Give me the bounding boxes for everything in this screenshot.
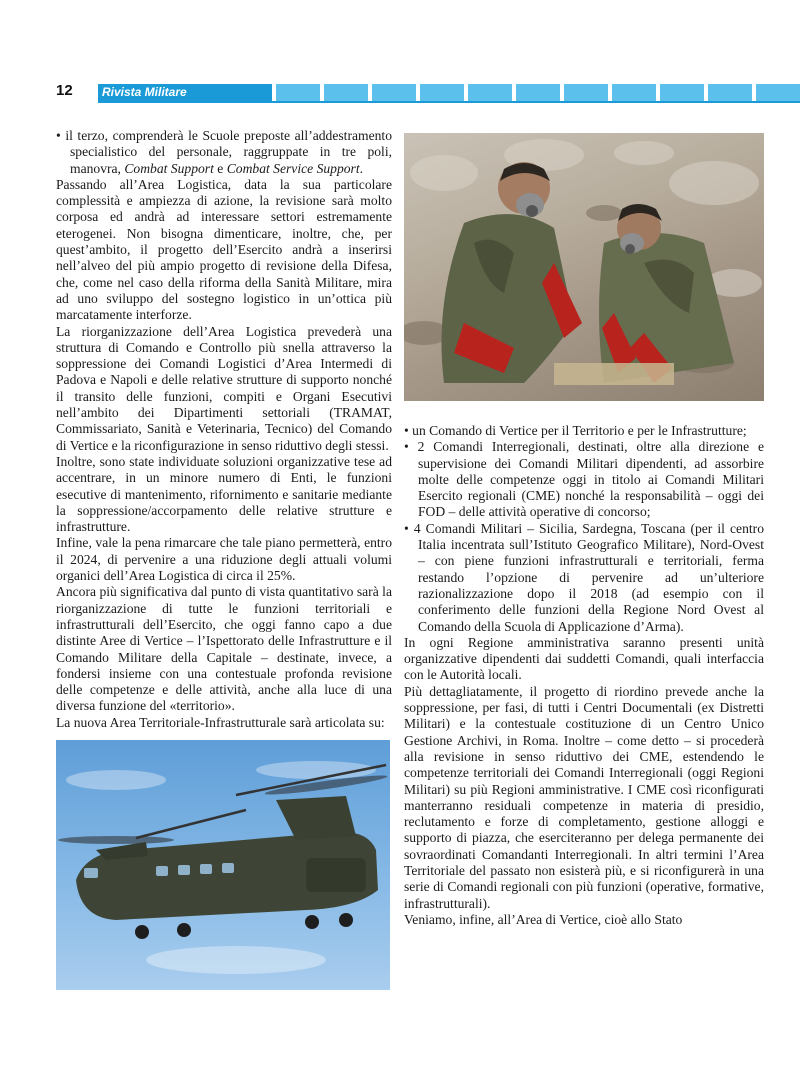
paragraph: La riorganizzazione dell’Area Logistica prevederà una struttura di Comando e Controllo più snella attraverso la soppressione dei Comandi Logistici d’Area Intermedi di Padova e Napoli e delle relative strutture di supporto nonché il transito delle funzioni, compiti e Organi Esecutivi nell’ambito dei Dipartimenti settoriali (TRAMAT, Commissariato, Sanità e Veterinaria, Tecnico) del Comando di Vertice e la riconfigurazione in senso riduttivo degli stessi. (56, 323, 392, 453)
header-tile (756, 84, 800, 101)
header-tile (660, 84, 704, 101)
paragraph: In ogni Regione amministrativa saranno presenti unità organizzative dipendenti dai suddetti Comandi, quali interfaccia con le Autorità locali. (404, 634, 764, 683)
helicopter-photo (56, 740, 390, 990)
soldiers-illustration (404, 133, 764, 401)
header-tile (324, 84, 368, 101)
page-number: 12 (56, 82, 73, 99)
header-tile (372, 84, 416, 101)
header-tile (564, 84, 608, 101)
paragraph: La nuova Area Territoriale-Infrastrutturale sarà articolata su: (56, 714, 385, 730)
header-tile (516, 84, 560, 101)
paragraph: Più dettagliatamente, il progetto di riordino prevede anche la soppressione, per fasi, di tutti i Centri Documentali (ex Distretti Militari) e la contestuale costituzione di un Centro Unico Gestione Archivi, in Roma. Inoltre – come detto – si procederà alla revisione in senso riduttivo dei CME, estendendo le competenze territoriali dei Comandi Interregionali (oggi Regioni Militari) su più Regioni amministrative. I CME così riconfigurati manterranno residuali competenze in materia di presidio, reclutamento e forze di completamento, gestione alloggi e supporto di piazza, che eserciteranno per delega permanente dei sovraordinati Comandanti Interregionali. In altri termini l’Area Territoriale del passato non esisterà più, e si riconfigurerà in una serie di Comandi regionali con più funzioni (operative, formative, infrastrutturali). (404, 683, 764, 911)
page-header (0, 0, 800, 120)
header-tile (468, 84, 512, 101)
paragraph: Infine, vale la pena rimarcare che tale piano permetterà, entro il 2024, di pervenire a una riduzione degli attuali volumi organici dell’Area Logistica di circa il 25%. (56, 535, 392, 584)
paragraph: Passando all’Area Logistica, data la sua particolare complessità e ampiezza di azione, la revisione sarà molto corposa ed andrà ad interessare settori estremamente eterogenei. Non bisogna dimenticare, inoltre, che, per quest’ambito, il progetto dell’Esercito andrà a inserirsi nell’alveo del più ampio progetto di revisione della Difesa, che, come nel caso della riforma della Sanità Militare, mira ad uno sviluppo del sostegno logistico in un’ottica più marcatamente interforze. (56, 176, 392, 323)
list-item: • 2 Comandi Interregionali, destinati, oltre alla direzione e supervisione dei Comandi Militari dipendenti, ad assorbire molte delle competenze oggi in titolo ai Comandi Militari Esercito regionali (CME) nonché la responsabilità – oggi dei FOD – delle attività operative di concorso; (404, 439, 764, 520)
header-tile (276, 84, 320, 101)
paragraph: Inoltre, sono state individuate soluzioni organizzative tese ad accentrare, in un minore numero di Enti, le funzioni esecutive di mantenimento, rifornimento e sanitarie mediante la soppressione/accorpamento delle relative strutture e infrastrutture. (56, 453, 392, 535)
header-tile (612, 84, 656, 101)
paragraph: Veniamo, infine, all’Area di Vertice, cioè allo Stato (404, 911, 683, 927)
left-column (56, 128, 392, 731)
soldiers-photo (404, 133, 764, 401)
header-tile (420, 84, 464, 101)
magazine-title: Rivista Militare (98, 84, 272, 101)
header-rule (98, 101, 800, 103)
helicopter-illustration (56, 740, 390, 990)
right-column (404, 423, 764, 928)
list-item: • un Comando di Vertice per il Territorio e per le Infrastrutture; (404, 423, 747, 438)
paragraph: Ancora più significativa dal punto di vista quantitativo sarà la riorganizzazione di tutte le funzioni territoriali e infrastrutturali dell’Esercito, che oggi fanno capo a due distinte Aree di Vertice – l’Ispettorato delle Infrastrutture e il Comando Militare della Capitale – destinate, invece, a fondersi insieme con una contestuale profonda revisione delle competenze e delle attività, anche alla luce di una diversa funzione del «territorio». (56, 584, 392, 714)
header-tile (708, 84, 752, 101)
list-item: • il terzo, comprenderà le Scuole preposte all’addestramento specialistico del personale, raggruppate in tre poli, manovra, Combat Support e Combat Service Support. (56, 128, 392, 176)
list-item: • 4 Comandi Militari – Sicilia, Sardegna, Toscana (per il centro Italia incentrata sull’Istituto Geografico Militare), Nord-Ovest – con piene funzioni infrastrutturali e territoriali, ferma restando l’opzione di pervenire ad un’ulteriore razionalizzazione dopo il 2018 (ad esempio con il conferimento delle funzioni della Regione Nord Ovest al Comando della Scuola di Applicazione d’Arma). (404, 520, 764, 634)
